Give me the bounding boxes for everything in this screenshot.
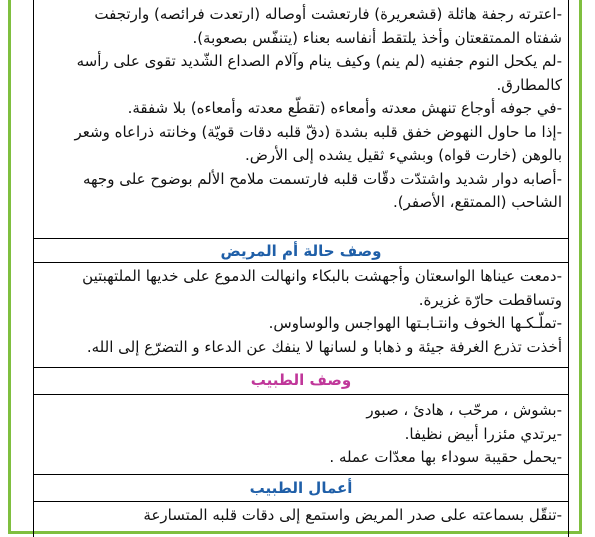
text-line: -تنقّل بسماعته على صدر المريض واستمع إلى دقات قلبه المتسارعة (143, 506, 562, 524)
divider (34, 367, 568, 368)
divider (34, 501, 568, 502)
text-line: الشاحب (الممتقع، الأصفر). (392, 193, 562, 211)
text-line: -إذا ما حاول النهوض خفق قلبه بشدة (دقّ قلبه دقات قويّة) وخانته ذراعاه وشعر (74, 122, 562, 141)
doctor-description (34, 399, 568, 470)
text-line: -بشوش ، مرحّب ، هادئ ، صبور (366, 401, 562, 419)
divider (34, 262, 568, 263)
text-line: -يرتدي مئزرا أبيض نظيفا. (404, 424, 562, 443)
section-heading-mother: وصف حالة أم المريض (220, 242, 382, 260)
section-heading-doctor-actions: أعمال الطبيب (249, 479, 353, 497)
text-line: -يحمل حقيبة سوداء بها معدّات عمله . (329, 448, 562, 466)
page-frame (8, 0, 582, 534)
text-line: بالوهن (خارت قواه) وبشيء ثقيل يشده إلى الأرض. (244, 146, 562, 164)
text-line: شفتاه الممتقعتان وأخذ يلتقط أنفاسه بعناء (يتنفّس بصعوبة). (192, 28, 562, 47)
divider (34, 474, 568, 475)
text-line: -اعترته رجفة هائلة (قشعريرة) فارتعشت أوصاله (ارتعدت فرائصه) وارتجفت (94, 5, 562, 23)
divider (34, 238, 568, 239)
patient-description (34, 3, 568, 215)
text-line: -في جوفه أوجاع تنهش معدته وأمعاءه (تقطّع معدته وأمعاءه) بلا شفقة. (127, 99, 562, 117)
divider (34, 394, 568, 395)
text-line: -دمعت عيناها الواسعتان وأجهشت بالبكاء وانهالت الدموع على خديها الملتهبتين (82, 267, 562, 285)
text-line: -أصابه دوار شديد واشتدّت دقّات قلبه فارتسمت ملامح الألم بوضوح على وجهه (82, 169, 562, 188)
text-line: وتساقطت حارّة غزيرة. (418, 290, 562, 309)
text-line: -لم يكحل النوم جفنيه (لم ينم) وكيف ينام وآلام الصداع الشّديد تقوى على رأسه (76, 52, 562, 70)
content-table (33, 0, 569, 537)
text-line: -تملّـكـها الخوف وانتـابـتها الهواجس والوساوس. (268, 314, 562, 332)
text-line: كالمطارق. (496, 75, 562, 94)
doctor-actions (34, 504, 568, 528)
text-line: أخذت تذرع الغرفة جيئة و ذهابا و لسانها لا ينفك عن الدعاء و التضرّع إلى الله. (86, 337, 562, 356)
section-heading-doctor: وصف الطبيب (250, 371, 352, 389)
mother-description (34, 265, 568, 359)
